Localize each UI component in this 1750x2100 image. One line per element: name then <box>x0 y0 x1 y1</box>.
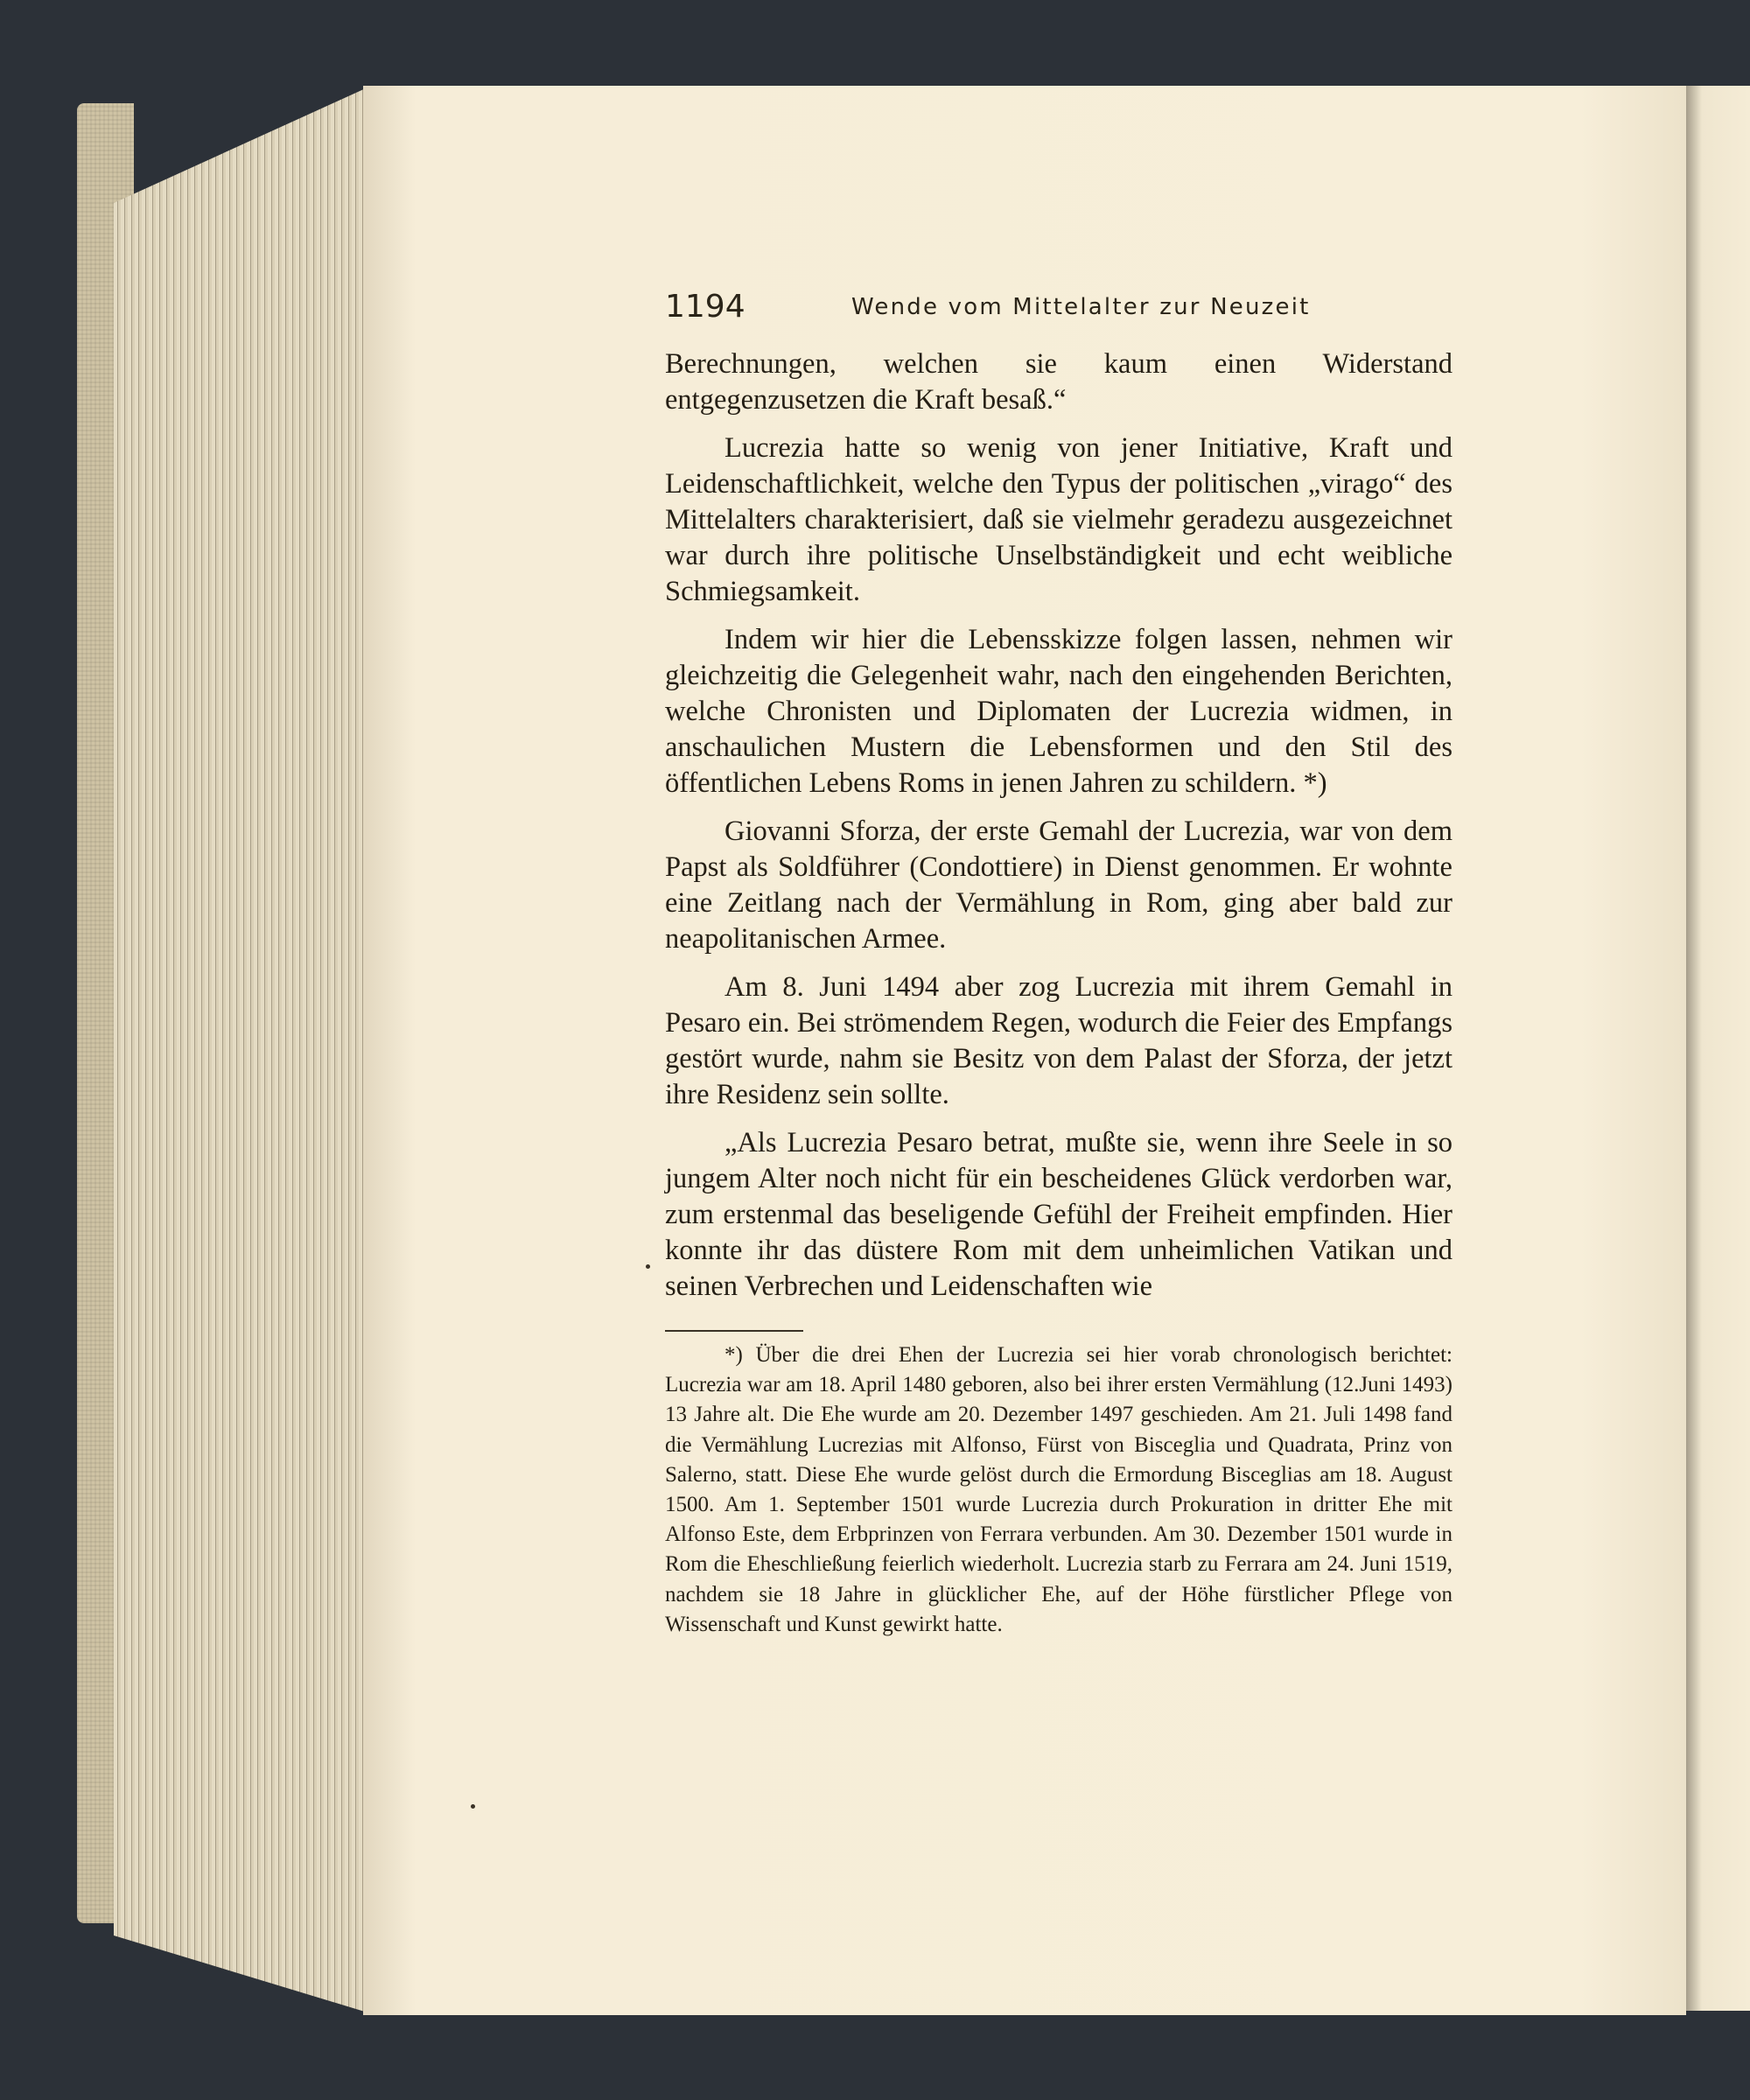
paper-speck <box>471 1804 475 1809</box>
running-title: Wende vom Mittelalter zur Neuzeit <box>851 294 1311 320</box>
footnote-rule <box>665 1330 803 1332</box>
paragraph: Berechnungen, welchen sie kaum einen Widerstand entgegenzusetzen die Kraft besaß.“ <box>665 348 1452 416</box>
paragraph: „Als Lucrezia Pesaro betrat, mußte sie, wenn ihre Seele in so jungem Alter noch nicht für ein bescheidenes Glück verdorben war, zum erstenmal das beseligende Gefühl der Freiheit empfinden. Hier konnte ihr das düstere Rom mit dem unheimlichen Vatikan und seinen Verbrechen und Leidenschaften wie <box>665 1127 1452 1302</box>
paragraph: Indem wir hier die Lebensskizze folgen lassen, nehmen wir gleichzeitig die Gelegenheit wahr, nach den eingehenden Berichten, welche Chronisten und Diplomaten der Lucrezia widmen, in anschaulichen Mustern die Lebensformen und den Stil des öffentlichen Lebens Roms in jenen Jahren zu schildern. *) <box>665 624 1452 799</box>
book-page-edges <box>114 88 368 2012</box>
paragraph: Am 8. Juni 1494 aber zog Lucrezia mit ihrem Gemahl in Pesaro ein. Bei strömendem Regen, wodurch die Feier des Empfangs gestört wurde, nahm sie Besitz von dem Palast der Sforza, der jetzt ihre Residenz sein sollte. <box>665 971 1452 1110</box>
footnote: *) Über die drei Ehen der Lucrezia sei hier vorab chronologisch berichtet: Lucrezia war am 18. April 1480 geboren, also bei ihrer ersten Vermählung (12.Juni 1493) 13 Jahre alt. Die Ehe wurde am 20. Dezember 1497 geschieden. Am 21. Juli 1498 fand die Vermählung Lucrezias mit Alfonso, Fürst von Bisceglia und Quadrata, Prinz von Salerno, statt. Diese Ehe wurde gelöst durch die Ermordung Bisceglias am 18. August 1500. Am 1. September 1501 wurde Lucrezia durch Prokuration in dritter Ehe mit Alfonso Este, dem Erbprinzen von Ferrara verbunden. Am 30. Dezember 1501 wurde in Rom die Eheschließung feierlich wiederholt. Lucrezia starb zu Ferrara am 24. Juni 1519, nachdem sie 18 Jahre in glücklicher Ehe, auf der Höhe fürstlicher Pflege von Wissenschaft und Kunst gewirkt hatte. <box>665 1343 1452 1636</box>
body-text <box>665 346 1452 1317</box>
page-number: 1194 <box>665 289 746 325</box>
paragraph: Giovanni Sforza, der erste Gemahl der Lucrezia, war von dem Papst als Soldführer (Condottiere) in Dienst genommen. Er wohnte eine Zeitlang nach der Vermählung in Rom, ging aber bald zur neapolitanischen Armee. <box>665 816 1452 955</box>
paper-speck <box>646 1264 650 1269</box>
running-header <box>665 289 1444 332</box>
next-page-edge <box>1684 86 1750 2011</box>
paragraph: Lucrezia hatte so wenig von jener Initiative, Kraft und Leidenschaftlichkeit, welche den Typus der politischen „virago“ des Mittelalters charakterisiert, daß sie vielmehr geradezu ausgezeichnet war durch ihre politische Unselbständigkeit und echt weibliche Schmiegsamkeit. <box>665 432 1452 607</box>
